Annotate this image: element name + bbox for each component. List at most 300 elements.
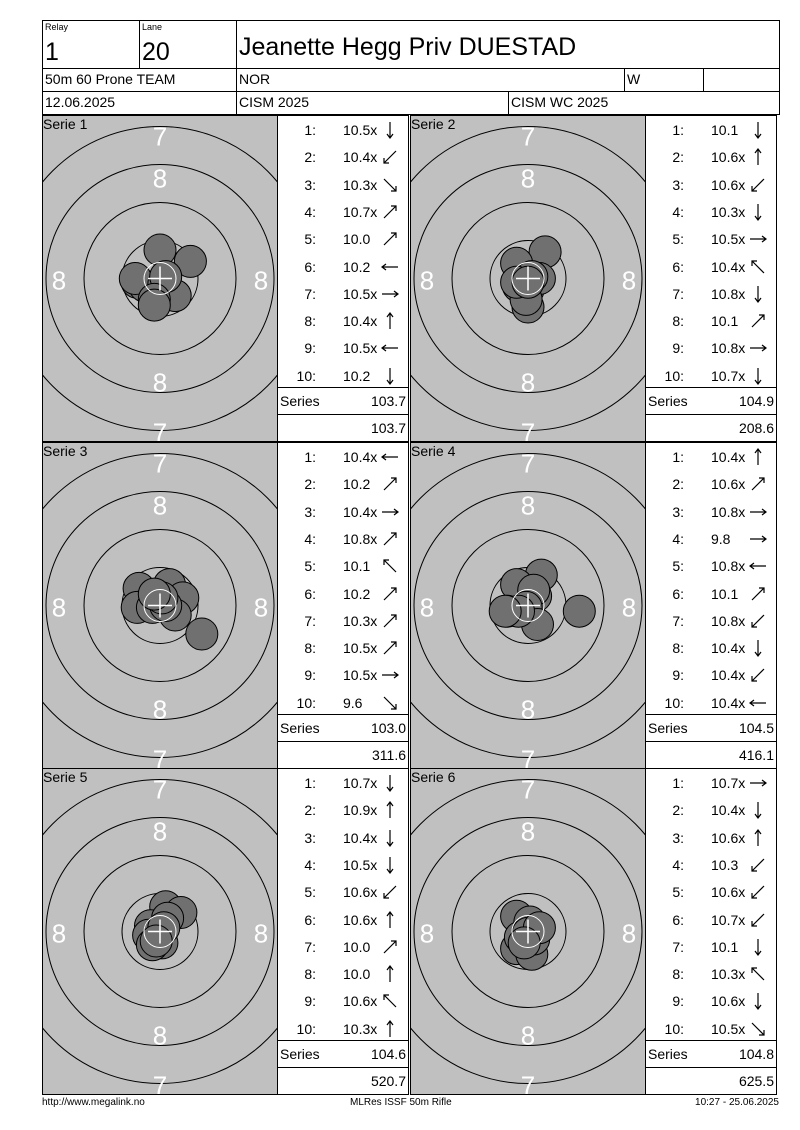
- shot-number: 6:: [304, 585, 316, 602]
- shot-value: 10.3x: [711, 203, 746, 220]
- running-total: 416.1: [738, 747, 774, 763]
- shot-row: [646, 470, 776, 497]
- shot-number: 7:: [304, 612, 316, 629]
- shot-row: [646, 689, 776, 716]
- shot-value: 10.4x: [711, 449, 746, 465]
- running-total-row: [646, 414, 776, 441]
- shot-value: 10.7x: [711, 911, 746, 928]
- direction-arrow-icon: [748, 693, 768, 713]
- ring-number: 7: [520, 774, 536, 805]
- shot-number: 6:: [672, 911, 684, 928]
- shot-value: 10.8x: [711, 503, 746, 520]
- direction-arrow-icon: [380, 338, 400, 358]
- direction-arrow-icon: [380, 584, 400, 604]
- running-total: 103.7: [370, 420, 406, 436]
- shot-value: 10.5x: [343, 285, 378, 302]
- series-total: 103.0: [370, 720, 406, 736]
- shot-number: 8:: [672, 313, 684, 330]
- ring-number: 8: [51, 918, 67, 949]
- direction-arrow-icon: [380, 828, 400, 848]
- shot-number: 4:: [304, 530, 316, 547]
- shot-value: 10.6x: [711, 149, 746, 166]
- serie-label: Serie 4: [411, 443, 456, 459]
- shot-value: 10.5x: [343, 856, 378, 873]
- series-label: Series: [280, 393, 320, 409]
- shot-row: [646, 253, 776, 280]
- shot-row: [646, 198, 776, 225]
- direction-arrow-icon: [748, 773, 768, 793]
- shot-value: 10.0: [343, 231, 371, 248]
- ring-number: 7: [520, 417, 536, 441]
- shot-number: 3:: [304, 176, 316, 193]
- shot-row: [646, 580, 776, 607]
- shot-row: [278, 851, 408, 878]
- direction-arrow-icon: [380, 937, 400, 957]
- direction-arrow-icon: [748, 202, 768, 222]
- ring-number: 8: [419, 265, 435, 296]
- running-total: 625.5: [738, 1073, 774, 1089]
- direction-arrow-icon: [748, 937, 768, 957]
- shot-value: 10.3x: [711, 966, 746, 983]
- ring-number: 8: [152, 367, 168, 398]
- shot-row: [646, 607, 776, 634]
- series-total-row: [646, 1040, 776, 1067]
- direction-arrow-icon: [748, 311, 768, 331]
- target-serie-6: [410, 768, 646, 1095]
- series-label: Series: [280, 1046, 320, 1062]
- date: 12.06.2025: [45, 94, 116, 110]
- shot-value: 10.1: [343, 558, 371, 575]
- shot-value: 10.8x: [711, 558, 746, 575]
- competition: CISM 2025: [239, 94, 310, 110]
- shot-number: 2:: [672, 802, 684, 819]
- shot-value: 10.4x: [343, 503, 378, 520]
- serie-label: Serie 3: [43, 443, 88, 459]
- shot-row: [646, 661, 776, 688]
- direction-arrow-icon: [748, 556, 768, 576]
- lane-cell: [139, 20, 237, 69]
- direction-arrow-icon: [748, 366, 768, 386]
- shot-value: 10.8x: [343, 530, 378, 547]
- direction-arrow-icon: [748, 828, 768, 848]
- direction-arrow-icon: [748, 638, 768, 658]
- shot-number: 3:: [672, 503, 684, 520]
- shot-row: [278, 225, 408, 252]
- running-total-row: [646, 1067, 776, 1094]
- shot-number: 2:: [304, 149, 316, 166]
- shot-number: 5:: [672, 231, 684, 248]
- target-svg: [43, 769, 277, 1094]
- competition-cell: [236, 91, 509, 115]
- shot-number: 4:: [672, 856, 684, 873]
- ring-number: 8: [621, 918, 637, 949]
- ring-number: 7: [520, 744, 536, 768]
- shot-number: 6:: [304, 258, 316, 275]
- direction-arrow-icon: [748, 120, 768, 140]
- shot-number: 2:: [304, 476, 316, 493]
- shot-number: 5:: [672, 558, 684, 575]
- shot-number: 9:: [304, 993, 316, 1010]
- gender: W: [627, 71, 641, 87]
- shot-number: 6:: [304, 911, 316, 928]
- ring-number: 7: [152, 774, 168, 805]
- target-serie-3: [42, 442, 278, 769]
- shot-number: 8:: [304, 640, 316, 657]
- running-total-row: [646, 741, 776, 768]
- shot-value: 10.5x: [343, 640, 378, 657]
- shots-panel-serie-4: [645, 442, 777, 769]
- direction-arrow-icon: [748, 474, 768, 494]
- ring-number: 7: [152, 1070, 168, 1094]
- direction-arrow-icon: [748, 991, 768, 1011]
- shot-row: [278, 769, 408, 796]
- direction-arrow-icon: [748, 229, 768, 249]
- shot-value: 10.0: [343, 938, 371, 955]
- ring-number: 8: [152, 816, 168, 847]
- shot-row: [278, 443, 408, 470]
- shot-row: [646, 878, 776, 905]
- shot-value: 10.5x: [711, 231, 746, 248]
- shot-value: 10.5x: [343, 667, 378, 684]
- direction-arrow-icon: [380, 175, 400, 195]
- ring-number: 7: [152, 417, 168, 441]
- shot-number: 10:: [296, 694, 316, 711]
- series-total: 103.7: [370, 393, 406, 409]
- relay-cell: [42, 20, 140, 69]
- series-total-row: [646, 714, 776, 741]
- series-total: 104.6: [370, 1046, 406, 1062]
- shot-row: [646, 933, 776, 960]
- shot-row: [646, 1015, 776, 1042]
- shot-number: 7:: [672, 285, 684, 302]
- ring-number: 8: [51, 592, 67, 623]
- target-svg: [411, 769, 645, 1094]
- shot-value: 10.6x: [711, 829, 746, 846]
- direction-arrow-icon: [380, 529, 400, 549]
- shot-row: [646, 987, 776, 1014]
- direction-arrow-icon: [380, 447, 400, 467]
- shot-value: 10.7x: [343, 775, 378, 791]
- shots-panel-serie-2: [645, 115, 777, 442]
- shot-value: 10.4x: [711, 694, 746, 711]
- direction-arrow-icon: [380, 882, 400, 902]
- shot-number: 6:: [672, 585, 684, 602]
- serie-label: Serie 5: [43, 769, 88, 785]
- shot-row: [646, 307, 776, 334]
- ring-number: 8: [419, 592, 435, 623]
- direction-arrow-icon: [380, 964, 400, 984]
- shot-value: 10.1: [711, 122, 739, 138]
- direction-arrow-icon: [380, 366, 400, 386]
- shot-number: 8:: [304, 966, 316, 983]
- running-total: 520.7: [370, 1073, 406, 1089]
- shot-number: 1:: [672, 122, 684, 138]
- gender-cell: [624, 68, 704, 92]
- ring-number: 8: [520, 490, 536, 521]
- date-cell: [42, 91, 237, 115]
- shot-value: 10.6x: [343, 993, 378, 1010]
- footer-url: http://www.megalink.no: [42, 1097, 145, 1108]
- event-name: 50m 60 Prone TEAM: [45, 71, 176, 87]
- shot-number: 8:: [672, 966, 684, 983]
- shot-row: [646, 280, 776, 307]
- shot-number: 4:: [304, 856, 316, 873]
- shot-number: 5:: [304, 558, 316, 575]
- shot-row: [278, 552, 408, 579]
- direction-arrow-icon: [748, 529, 768, 549]
- direction-arrow-icon: [380, 800, 400, 820]
- shot-row: [278, 1015, 408, 1042]
- series-total-row: [278, 1040, 408, 1067]
- running-total: 311.6: [372, 747, 406, 763]
- series-total-row: [646, 387, 776, 414]
- championship: CISM WC 2025: [511, 94, 609, 110]
- shot-number: 9:: [304, 340, 316, 357]
- shot-value: 10.4x: [711, 802, 746, 819]
- shot-value: 10.4x: [711, 640, 746, 657]
- ring-number: 7: [520, 448, 536, 479]
- lane-value: 20: [142, 38, 170, 66]
- series-total-row: [278, 714, 408, 741]
- shot-number: 2:: [672, 149, 684, 166]
- shot-row: [646, 116, 776, 143]
- direction-arrow-icon: [380, 665, 400, 685]
- shot-value: 10.7x: [711, 367, 746, 384]
- relay-label: Relay: [45, 22, 69, 32]
- shot-number: 1:: [304, 775, 316, 791]
- shot-row: [278, 824, 408, 851]
- shot-hole: [186, 618, 218, 650]
- ring-number: 8: [152, 1020, 168, 1051]
- athlete-name-cell: [236, 20, 780, 69]
- shot-row: [278, 906, 408, 933]
- shots-panel-serie-5: [277, 768, 409, 1095]
- shots-panel-serie-1: [277, 115, 409, 442]
- direction-arrow-icon: [380, 556, 400, 576]
- shot-row: [278, 607, 408, 634]
- series-total: 104.5: [738, 720, 774, 736]
- shot-number: 9:: [672, 993, 684, 1010]
- shot-row: [646, 143, 776, 170]
- shot-value: 10.7x: [343, 203, 378, 220]
- series-total-row: [278, 387, 408, 414]
- serie-label: Serie 6: [411, 769, 456, 785]
- target-svg: [411, 116, 645, 441]
- shot-row: [278, 878, 408, 905]
- shot-value: 10.4x: [343, 313, 378, 330]
- shot-value: 10.2: [343, 476, 371, 493]
- ring-number: 7: [152, 744, 168, 768]
- shot-row: [278, 960, 408, 987]
- shot-hole: [563, 595, 595, 627]
- shot-value: 9.6: [343, 694, 363, 711]
- direction-arrow-icon: [748, 611, 768, 631]
- shot-row: [278, 470, 408, 497]
- direction-arrow-icon: [748, 1019, 768, 1039]
- series-total: 104.9: [738, 393, 774, 409]
- shot-row: [278, 307, 408, 334]
- shot-value: 10.6x: [343, 911, 378, 928]
- footer-software: MLRes ISSF 50m Rifle: [350, 1097, 452, 1108]
- shot-value: 10.3x: [343, 176, 378, 193]
- direction-arrow-icon: [380, 638, 400, 658]
- shot-row: [646, 552, 776, 579]
- running-total: 208.6: [738, 420, 774, 436]
- shot-number: 5:: [672, 884, 684, 901]
- nation: NOR: [239, 71, 271, 87]
- target-svg: [411, 443, 645, 768]
- shot-number: 5:: [304, 231, 316, 248]
- shot-row: [646, 769, 776, 796]
- ring-number: 8: [253, 592, 269, 623]
- shot-value: 10.3x: [343, 612, 378, 629]
- shot-row: [278, 498, 408, 525]
- direction-arrow-icon: [380, 855, 400, 875]
- shot-row: [278, 253, 408, 280]
- direction-arrow-icon: [380, 257, 400, 277]
- serie-label: Serie 1: [43, 116, 88, 132]
- direction-arrow-icon: [748, 257, 768, 277]
- shot-number: 3:: [672, 176, 684, 193]
- shot-row: [278, 634, 408, 661]
- shot-row: [646, 171, 776, 198]
- shot-value: 10.6x: [343, 884, 378, 901]
- shot-row: [646, 906, 776, 933]
- shot-value: 10.3: [711, 856, 739, 873]
- ring-number: 7: [520, 121, 536, 152]
- direction-arrow-icon: [748, 910, 768, 930]
- series-label: Series: [280, 720, 320, 736]
- ring-number: 8: [520, 163, 536, 194]
- nation-cell: [236, 68, 625, 92]
- ring-number: 8: [253, 265, 269, 296]
- ring-number: 7: [520, 1070, 536, 1094]
- ring-number: 8: [152, 163, 168, 194]
- ring-number: 8: [152, 694, 168, 725]
- direction-arrow-icon: [380, 202, 400, 222]
- direction-arrow-icon: [380, 773, 400, 793]
- shot-row: [278, 689, 408, 716]
- shot-row: [646, 824, 776, 851]
- target-svg: [43, 443, 277, 768]
- direction-arrow-icon: [748, 964, 768, 984]
- shot-number: 10:: [664, 367, 684, 384]
- relay-value: 1: [45, 38, 59, 66]
- ring-number: 8: [520, 1020, 536, 1051]
- shot-value: 10.6x: [711, 884, 746, 901]
- direction-arrow-icon: [380, 502, 400, 522]
- running-total-row: [278, 1067, 408, 1094]
- shot-value: 10.2: [343, 367, 371, 384]
- direction-arrow-icon: [748, 584, 768, 604]
- shot-value: 10.8x: [711, 612, 746, 629]
- shots-panel-serie-6: [645, 768, 777, 1095]
- direction-arrow-icon: [748, 882, 768, 902]
- lane-label: Lane: [142, 22, 163, 32]
- shot-row: [278, 171, 408, 198]
- shot-row: [646, 443, 776, 470]
- direction-arrow-icon: [748, 147, 768, 167]
- target-serie-1: [42, 115, 278, 442]
- direction-arrow-icon: [380, 229, 400, 249]
- ring-number: 8: [51, 265, 67, 296]
- athlete-name: Jeanette Hegg Priv DUESTAD: [239, 33, 577, 61]
- shot-number: 10:: [664, 1020, 684, 1037]
- shot-number: 9:: [672, 667, 684, 684]
- shot-row: [278, 987, 408, 1014]
- shot-row: [646, 498, 776, 525]
- shot-value: 10.5x: [343, 340, 378, 357]
- direction-arrow-icon: [380, 311, 400, 331]
- shot-value: 10.4x: [343, 449, 378, 465]
- shot-number: 5:: [304, 884, 316, 901]
- shot-number: 1:: [672, 775, 684, 791]
- direction-arrow-icon: [380, 474, 400, 494]
- direction-arrow-icon: [380, 991, 400, 1011]
- target-serie-4: [410, 442, 646, 769]
- direction-arrow-icon: [380, 1019, 400, 1039]
- shot-number: 9:: [672, 340, 684, 357]
- series-total: 104.8: [738, 1046, 774, 1062]
- shot-number: 4:: [672, 203, 684, 220]
- shot-value: 10.2: [343, 585, 371, 602]
- shot-value: 10.1: [711, 313, 739, 330]
- direction-arrow-icon: [380, 120, 400, 140]
- ring-number: 7: [152, 448, 168, 479]
- shot-value: 10.5x: [711, 1020, 746, 1037]
- direction-arrow-icon: [380, 284, 400, 304]
- ring-number: 8: [419, 918, 435, 949]
- shot-number: 3:: [304, 829, 316, 846]
- shot-row: [278, 525, 408, 552]
- shot-row: [278, 334, 408, 361]
- shot-value: 10.4x: [343, 149, 378, 166]
- shot-number: 4:: [672, 530, 684, 547]
- target-serie-5: [42, 768, 278, 1095]
- extra-cell: [703, 68, 780, 92]
- ring-number: 8: [520, 816, 536, 847]
- running-total-row: [278, 414, 408, 441]
- shot-row: [278, 796, 408, 823]
- shot-value: 10.3x: [343, 1020, 378, 1037]
- shot-value: 10.4x: [711, 258, 746, 275]
- target-svg: [43, 116, 277, 441]
- direction-arrow-icon: [748, 502, 768, 522]
- shot-value: 10.6x: [711, 176, 746, 193]
- direction-arrow-icon: [748, 447, 768, 467]
- direction-arrow-icon: [748, 800, 768, 820]
- shot-number: 10:: [664, 694, 684, 711]
- shot-row: [278, 143, 408, 170]
- shot-number: 8:: [672, 640, 684, 657]
- shot-number: 7:: [672, 938, 684, 955]
- ring-number: 8: [152, 490, 168, 521]
- shot-row: [646, 334, 776, 361]
- shot-value: 10.5x: [343, 122, 378, 138]
- direction-arrow-icon: [748, 665, 768, 685]
- shot-number: 3:: [304, 503, 316, 520]
- shot-value: 10.8x: [711, 285, 746, 302]
- direction-arrow-icon: [380, 147, 400, 167]
- shot-number: 7:: [304, 285, 316, 302]
- shot-number: 1:: [304, 122, 316, 138]
- shot-number: 2:: [304, 802, 316, 819]
- ring-number: 8: [520, 367, 536, 398]
- shot-number: 1:: [304, 449, 316, 465]
- direction-arrow-icon: [380, 910, 400, 930]
- ring-number: 8: [621, 592, 637, 623]
- shot-row: [278, 198, 408, 225]
